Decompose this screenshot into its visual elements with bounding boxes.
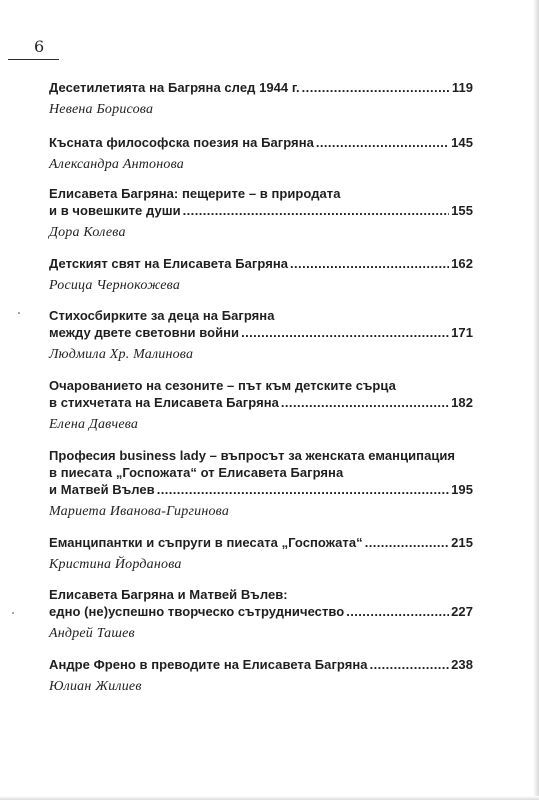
dot-leader bbox=[183, 202, 450, 219]
toc-entry-title-line: Елисавета Багряна и Матвей Вълев: bbox=[49, 587, 288, 602]
toc-entry-page: 215 bbox=[451, 535, 473, 550]
scan-speck bbox=[12, 612, 14, 614]
toc-entry-title-line: Професия business lady – въпросът за женската еманципация bbox=[49, 448, 456, 463]
toc-entry-page: 162 bbox=[451, 256, 473, 271]
toc-entry-title: Десетилетията на Багряна след 1944 г. bbox=[49, 80, 300, 95]
toc-entry[interactable] bbox=[49, 586, 473, 642]
dot-leader bbox=[346, 603, 449, 620]
toc-entry-title-row bbox=[49, 481, 473, 498]
toc-entry[interactable] bbox=[49, 534, 473, 573]
toc-entry[interactable] bbox=[49, 307, 473, 363]
toc-entry[interactable] bbox=[49, 134, 473, 173]
dot-leader bbox=[290, 255, 449, 272]
dot-leader bbox=[302, 79, 450, 96]
toc-entry[interactable] bbox=[49, 79, 473, 118]
toc-entry-author: Людмила Хр. Малинова bbox=[49, 347, 194, 362]
toc-entry-page: 182 bbox=[451, 395, 473, 410]
toc-entry-title-row bbox=[49, 202, 473, 219]
toc-entry-title-row bbox=[49, 324, 473, 341]
toc-entry-title: Късната философска поезия на Багряна bbox=[49, 135, 314, 150]
toc-entry-page: 195 bbox=[451, 482, 473, 497]
toc-entry-author: Росица Чернокожева bbox=[49, 278, 181, 293]
toc-entry-title: едно (не)успешно творческо сътрудничество bbox=[49, 604, 345, 619]
toc-entry-author: Дора Колева bbox=[49, 225, 126, 240]
toc-entry-author: Юлиан Жилиев bbox=[49, 679, 142, 694]
toc-entry-title-line: Елисавета Багряна: пещерите – в природата bbox=[49, 186, 341, 201]
dot-leader bbox=[241, 324, 449, 341]
toc-entry-title-line: Стихосбирките за деца на Багряна bbox=[49, 308, 275, 323]
dot-leader bbox=[316, 134, 449, 151]
toc-entry-title: между двете световни войни bbox=[49, 325, 240, 340]
toc-entry-page: 145 bbox=[451, 135, 473, 150]
toc-entry-title: Детският свят на Елисавета Багряна bbox=[49, 256, 289, 271]
toc-entry-title: Андре Френо в преводите на Елисавета Багряна bbox=[49, 657, 368, 672]
dot-leader bbox=[370, 656, 450, 673]
toc-entry-page: 227 bbox=[451, 604, 473, 619]
toc-entry[interactable] bbox=[49, 185, 473, 241]
toc-entry-author: Александра Антонова bbox=[49, 157, 184, 172]
toc-entry-title: и в човешките души bbox=[49, 203, 181, 218]
toc-entry-author: Елена Давчева bbox=[49, 417, 139, 432]
toc-entry-title-row bbox=[49, 656, 473, 673]
toc-entry[interactable] bbox=[49, 656, 473, 695]
toc-entry-title: и Матвей Вълев bbox=[49, 482, 155, 497]
page-edge-shadow bbox=[533, 0, 539, 800]
toc-entry-author: Андрей Ташев bbox=[49, 626, 135, 641]
dot-leader bbox=[365, 534, 449, 551]
toc-entry-page: 171 bbox=[451, 325, 473, 340]
toc-entry-title-row bbox=[49, 255, 473, 272]
toc-entry-author: Невена Борисова bbox=[49, 102, 154, 117]
toc-entry-title-line: Очарованието на сезоните – път към детските сърца bbox=[49, 378, 396, 393]
toc-entry-title: Еманципантки и съпруги в пиесата „Госпожата“ bbox=[49, 535, 363, 550]
toc-entry-title: в стихчетата на Елисавета Багряна bbox=[49, 395, 279, 410]
toc-entry-page: 238 bbox=[451, 657, 473, 672]
header-rule bbox=[8, 59, 59, 60]
dot-leader bbox=[281, 394, 449, 411]
toc-entry-title-row bbox=[49, 534, 473, 551]
toc-entry-title-row bbox=[49, 394, 473, 411]
toc-entry-page: 119 bbox=[451, 80, 473, 95]
page-bottom-shadow bbox=[0, 796, 539, 800]
page-number: 6 bbox=[34, 37, 45, 56]
toc-entry[interactable] bbox=[49, 255, 473, 294]
toc-entry-title-row bbox=[49, 603, 473, 620]
toc-entry-author: Кристина Йорданова bbox=[49, 557, 182, 572]
dot-leader bbox=[157, 481, 449, 498]
toc-entry-title-line: в пиесата „Госпожата“ от Елисавета Багряна bbox=[49, 465, 344, 480]
toc-entry-page: 155 bbox=[451, 203, 473, 218]
toc-entry-author: Мариета Иванова-Гиргинова bbox=[49, 504, 230, 519]
toc-entry[interactable] bbox=[49, 377, 473, 433]
toc-entry-title-row bbox=[49, 134, 473, 151]
toc-entry[interactable] bbox=[49, 447, 473, 520]
scan-speck bbox=[18, 312, 20, 314]
toc-entry-title-row bbox=[49, 79, 473, 96]
